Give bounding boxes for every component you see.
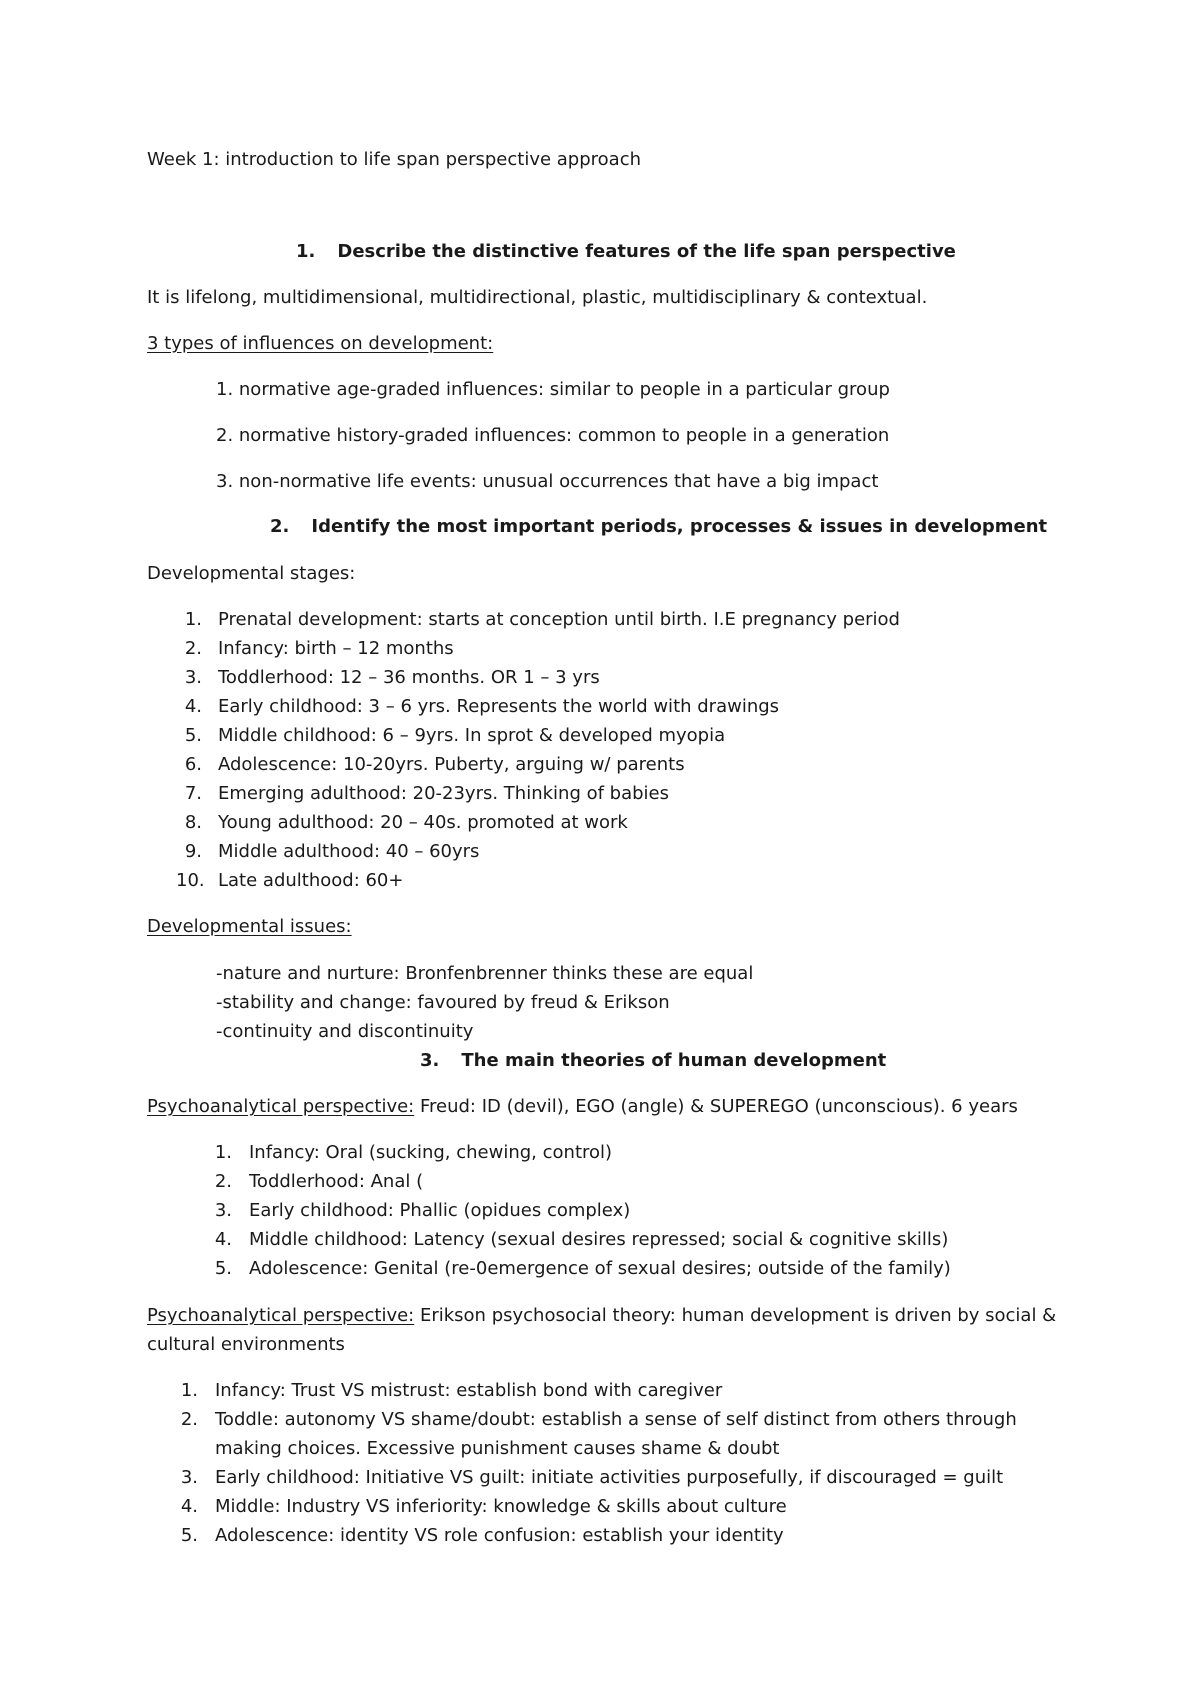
section-1-title: Describe the distinctive features of the life span perspective	[337, 241, 956, 262]
freud-stage-item: 5. Adolescence: Genital (re-0emergence of sexual desires; outside of the family)	[214, 1258, 951, 1279]
influence-item: 3. non-normative life events: unusual occurrences that have a big impact	[216, 471, 879, 492]
stage-item: 8. Young adulthood: 20 – 40s. promoted at work	[184, 812, 628, 833]
erikson-stage-item: 3. Early childhood: Initiative VS guilt: initiate activities purposefully, if discouraged = guilt	[180, 1467, 1004, 1488]
freud-stage-item: 2. Toddlerhood: Anal (	[214, 1171, 424, 1192]
erikson-text: Erikson psychosocial theory: human development is driven by social &	[414, 1305, 1057, 1326]
erikson-stage-item: making choices. Excessive punishment causes shame & doubt	[215, 1438, 780, 1459]
erikson-paragraph	[147, 1305, 1056, 1327]
freud-text: Freud: ID (devil), EGO (angle) & SUPEREGO (unconscious). 6 years	[414, 1096, 1018, 1117]
erikson-stage-item: 5. Adolescence: identity VS role confusion: establish your identity	[180, 1525, 784, 1546]
issues-heading: Developmental issues:	[147, 916, 352, 937]
section-2-number: 2.	[270, 516, 290, 537]
stage-item: 2. Infancy: birth – 12 months	[184, 638, 454, 659]
influence-item: 1. normative age-graded influences: similar to people in a particular group	[216, 379, 890, 400]
section-2-heading	[270, 516, 1047, 538]
freud-stage-item: 3. Early childhood: Phallic (opidues complex)	[214, 1200, 631, 1221]
stage-item: 9. Middle adulthood: 40 – 60yrs	[184, 841, 480, 862]
stage-item: 3. Toddlerhood: 12 – 36 months. OR 1 – 3 yrs	[184, 667, 600, 688]
freud-paragraph	[147, 1096, 1018, 1118]
issue-item: -stability and change: favoured by freud & Erikson	[216, 992, 670, 1013]
stage-item: 6. Adolescence: 10-20yrs. Puberty, arguing w/ parents	[184, 754, 685, 775]
stage-item: 5. Middle childhood: 6 – 9yrs. In sprot & developed myopia	[184, 725, 726, 746]
section-2-title: Identify the most important periods, processes & issues in development	[311, 516, 1048, 537]
freud-stage-item: 4. Middle childhood: Latency (sexual desires repressed; social & cognitive skills)	[214, 1229, 949, 1250]
section-3-title: The main theories of human development	[461, 1050, 887, 1071]
issue-item: -continuity and discontinuity	[216, 1021, 474, 1042]
stage-item: 7. Emerging adulthood: 20-23yrs. Thinking of babies	[184, 783, 669, 804]
section-3-number: 3.	[420, 1050, 440, 1071]
stage-item: 10. Late adulthood: 60+	[176, 870, 404, 891]
stages-heading: Developmental stages:	[147, 563, 356, 584]
stage-item: 4. Early childhood: 3 – 6 yrs. Represents the world with drawings	[184, 696, 780, 717]
freud-stage-item: 1. Infancy: Oral (sucking, chewing, control)	[214, 1142, 613, 1163]
section-1-heading	[296, 241, 956, 263]
freud-label: Psychoanalytical perspective:	[147, 1096, 415, 1117]
section-3-heading	[420, 1050, 886, 1072]
erikson-stage-item: 2. Toddle: autonomy VS shame/doubt: establish a sense of self distinct from others through	[180, 1409, 1017, 1430]
section-1-body: It is lifelong, multidimensional, multidirectional, plastic, multidisciplinary & contextual.	[147, 287, 928, 308]
section-1-number: 1.	[296, 241, 316, 262]
erikson-stage-item: 1. Infancy: Trust VS mistrust: establish bond with caregiver	[180, 1380, 723, 1401]
erikson-label: Psychoanalytical perspective:	[147, 1305, 415, 1326]
issue-item: -nature and nurture: Bronfenbrenner thinks these are equal	[216, 963, 754, 984]
erikson-paragraph-cont: cultural environments	[147, 1334, 345, 1355]
influences-heading: 3 types of influences on development:	[147, 333, 494, 354]
erikson-stage-item: 4. Middle: Industry VS inferiority: knowledge & skills about culture	[180, 1496, 787, 1517]
page-title: Week 1: introduction to life span perspective approach	[147, 149, 641, 170]
influence-item: 2. normative history-graded influences: common to people in a generation	[216, 425, 890, 446]
stage-item: 1. Prenatal development: starts at conception until birth. I.E pregnancy period	[184, 609, 900, 630]
